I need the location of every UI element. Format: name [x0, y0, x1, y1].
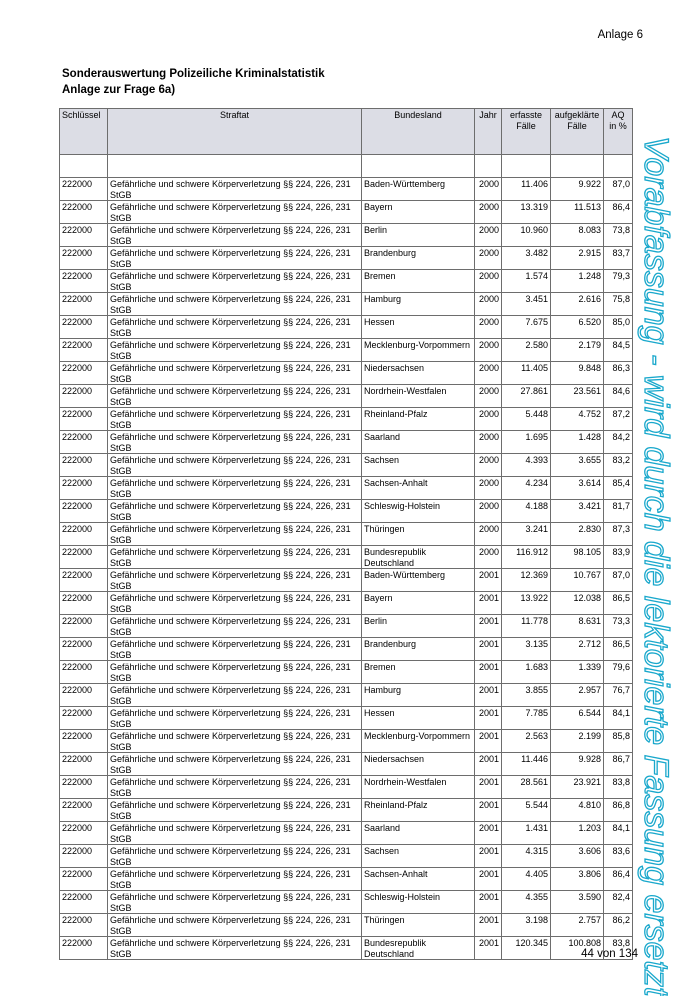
cell-solved: 11.513: [551, 201, 604, 224]
cell-offense: Gefährliche und schwere Körperverletzung §§ 224, 226, 231 StGB: [108, 523, 362, 546]
cell-key: 222000: [60, 293, 108, 316]
watermark-text: Vorabfassung - wird durch die lektorierte Fassung ersetzt: [637, 136, 675, 996]
cell-state: Rheinland-Pfalz: [362, 408, 475, 431]
cell-offense: Gefährliche und schwere Körperverletzung §§ 224, 226, 231 StGB: [108, 431, 362, 454]
cell-year: 2000: [475, 224, 502, 247]
table-row: [60, 362, 633, 385]
table-row: [60, 638, 633, 661]
table-row: [60, 316, 633, 339]
cell-rate: 83,2: [604, 454, 633, 477]
cell-recorded: 4.405: [502, 868, 551, 891]
cell-solved: 10.767: [551, 569, 604, 592]
cell-rate: 85,0: [604, 316, 633, 339]
cell-solved: 2.616: [551, 293, 604, 316]
cell-year: 2001: [475, 937, 502, 960]
table-row: [60, 385, 633, 408]
cell-key: 222000: [60, 707, 108, 730]
cell-state: Baden-Württemberg: [362, 569, 475, 592]
cell-rate: 84,1: [604, 822, 633, 845]
cell-key: 222000: [60, 776, 108, 799]
cell-key: 222000: [60, 247, 108, 270]
cell-recorded: 3.241: [502, 523, 551, 546]
cell-offense: Gefährliche und schwere Körperverletzung §§ 224, 226, 231 StGB: [108, 385, 362, 408]
cell-rate: 86,4: [604, 201, 633, 224]
cell-state: Saarland: [362, 431, 475, 454]
cell-state: Schleswig-Holstein: [362, 500, 475, 523]
cell-year: 2001: [475, 822, 502, 845]
cell-offense: Gefährliche und schwere Körperverletzung §§ 224, 226, 231 StGB: [108, 362, 362, 385]
cell-solved: 3.655: [551, 454, 604, 477]
cell-rate: 75,8: [604, 293, 633, 316]
cell-offense: Gefährliche und schwere Körperverletzung §§ 224, 226, 231 StGB: [108, 661, 362, 684]
cell-rate: 84,2: [604, 431, 633, 454]
cell-key: 222000: [60, 408, 108, 431]
table-row: [60, 661, 633, 684]
cell-recorded: 4.355: [502, 891, 551, 914]
cell-state: Hamburg: [362, 293, 475, 316]
cell-key: 222000: [60, 201, 108, 224]
table-row: [60, 822, 633, 845]
cell-rate: 83,8: [604, 776, 633, 799]
cell-state: Berlin: [362, 224, 475, 247]
cell-recorded: 3.855: [502, 684, 551, 707]
column-header: Bundesland: [362, 109, 475, 155]
cell-rate: 85,4: [604, 477, 633, 500]
cell-key: 222000: [60, 339, 108, 362]
table-row: [60, 270, 633, 293]
cell-solved: 8.083: [551, 224, 604, 247]
cell-solved: 2.915: [551, 247, 604, 270]
cell-recorded: 120.345: [502, 937, 551, 960]
cell-year: 2001: [475, 845, 502, 868]
cell-solved: 9.922: [551, 178, 604, 201]
cell-year: 2000: [475, 247, 502, 270]
cell-rate: 83,8: [604, 937, 633, 960]
cell-solved: 2.199: [551, 730, 604, 753]
cell-solved: 3.806: [551, 868, 604, 891]
cell-offense: Gefährliche und schwere Körperverletzung §§ 224, 226, 231 StGB: [108, 822, 362, 845]
cell-year: 2000: [475, 454, 502, 477]
column-header: Straftat: [108, 109, 362, 155]
table-header-row: [60, 109, 633, 155]
cell-year: 2001: [475, 615, 502, 638]
table-body: [60, 155, 633, 960]
cell-state: Baden-Württemberg: [362, 178, 475, 201]
cell-state: Bremen: [362, 661, 475, 684]
table-row: [60, 201, 633, 224]
cell-offense: Gefährliche und schwere Körperverletzung §§ 224, 226, 231 StGB: [108, 201, 362, 224]
cell-key: 222000: [60, 891, 108, 914]
cell-rate: 79,6: [604, 661, 633, 684]
cell-solved: 1.248: [551, 270, 604, 293]
cell-offense: Gefährliche und schwere Körperverletzung §§ 224, 226, 231 StGB: [108, 270, 362, 293]
cell-offense: Gefährliche und schwere Körperverletzung §§ 224, 226, 231 StGB: [108, 224, 362, 247]
cell-key: 222000: [60, 546, 108, 569]
cell-solved: 1.339: [551, 661, 604, 684]
cell-key: 222000: [60, 684, 108, 707]
cell-state: Hamburg: [362, 684, 475, 707]
cell-key: 222000: [60, 316, 108, 339]
cell-rate: 83,7: [604, 247, 633, 270]
cell-rate: 81,7: [604, 500, 633, 523]
cell-recorded: 3.451: [502, 293, 551, 316]
cell-offense: Gefährliche und schwere Körperverletzung §§ 224, 226, 231 StGB: [108, 408, 362, 431]
cell-year: 2000: [475, 339, 502, 362]
cell-rate: 83,9: [604, 546, 633, 569]
cell-year: 2000: [475, 178, 502, 201]
cell-recorded: 1.683: [502, 661, 551, 684]
cell-offense: Gefährliche und schwere Körperverletzung §§ 224, 226, 231 StGB: [108, 569, 362, 592]
table-row: [60, 454, 633, 477]
cell-recorded: 11.446: [502, 753, 551, 776]
cell-recorded: 1.431: [502, 822, 551, 845]
cell-offense: Gefährliche und schwere Körperverletzung §§ 224, 226, 231 StGB: [108, 247, 362, 270]
cell-recorded: 4.234: [502, 477, 551, 500]
cell-recorded: 5.448: [502, 408, 551, 431]
cell-offense: Gefährliche und schwere Körperverletzung §§ 224, 226, 231 StGB: [108, 615, 362, 638]
table-row: [60, 477, 633, 500]
cell-key: 222000: [60, 178, 108, 201]
cell-solved: 2.712: [551, 638, 604, 661]
cell-recorded: 13.319: [502, 201, 551, 224]
cell-year: 2000: [475, 500, 502, 523]
cell-state: Berlin: [362, 615, 475, 638]
cell-offense: Gefährliche und schwere Körperverletzung §§ 224, 226, 231 StGB: [108, 638, 362, 661]
cell-offense: Gefährliche und schwere Körperverletzung §§ 224, 226, 231 StGB: [108, 684, 362, 707]
cell-key: 222000: [60, 845, 108, 868]
cell-recorded: 7.675: [502, 316, 551, 339]
cell-year: 2001: [475, 868, 502, 891]
cell-recorded: 10.960: [502, 224, 551, 247]
cell-rate: 73,3: [604, 615, 633, 638]
cell-offense: Gefährliche und schwere Körperverletzung §§ 224, 226, 231 StGB: [108, 776, 362, 799]
cell-solved: 3.421: [551, 500, 604, 523]
table-row: [60, 592, 633, 615]
column-header: Jahr: [475, 109, 502, 155]
cell-key: 222000: [60, 523, 108, 546]
statistics-table: [59, 108, 633, 960]
cell-offense: Gefährliche und schwere Körperverletzung §§ 224, 226, 231 StGB: [108, 454, 362, 477]
cell-recorded: 5.544: [502, 799, 551, 822]
cell-recorded: 11.778: [502, 615, 551, 638]
cell-state: Mecklenburg-Vorpommern: [362, 339, 475, 362]
cell-recorded: 7.785: [502, 707, 551, 730]
cell-offense: Gefährliche und schwere Körperverletzung §§ 224, 226, 231 StGB: [108, 868, 362, 891]
cell-state: Niedersachsen: [362, 362, 475, 385]
cell-offense: Gefährliche und schwere Körperverletzung §§ 224, 226, 231 StGB: [108, 339, 362, 362]
cell-recorded: 4.188: [502, 500, 551, 523]
cell-year: 2001: [475, 661, 502, 684]
cell-key: 222000: [60, 753, 108, 776]
cell-state: Hessen: [362, 707, 475, 730]
cell-year: 2000: [475, 270, 502, 293]
cell-offense: Gefährliche und schwere Körperverletzung §§ 224, 226, 231 StGB: [108, 500, 362, 523]
table-row: [60, 684, 633, 707]
cell-key: 222000: [60, 477, 108, 500]
cell-offense: Gefährliche und schwere Körperverletzung §§ 224, 226, 231 StGB: [108, 707, 362, 730]
table-row: [60, 891, 633, 914]
cell-solved: 2.179: [551, 339, 604, 362]
table-row: [60, 615, 633, 638]
cell-rate: 86,5: [604, 592, 633, 615]
cell-recorded: 3.135: [502, 638, 551, 661]
cell-state: Mecklenburg-Vorpommern: [362, 730, 475, 753]
cell-solved: 23.921: [551, 776, 604, 799]
table-row: [60, 523, 633, 546]
cell-rate: 87,3: [604, 523, 633, 546]
table-row: [60, 431, 633, 454]
cell-year: 2000: [475, 316, 502, 339]
cell-year: 2001: [475, 776, 502, 799]
draft-watermark: [628, 136, 678, 996]
table-row: [60, 937, 633, 960]
cell-solved: 100.808: [551, 937, 604, 960]
cell-offense: Gefährliche und schwere Körperverletzung §§ 224, 226, 231 StGB: [108, 477, 362, 500]
cell-rate: 82,4: [604, 891, 633, 914]
cell-state: Sachsen-Anhalt: [362, 868, 475, 891]
cell-state: Nordrhein-Westfalen: [362, 776, 475, 799]
cell-year: 2000: [475, 293, 502, 316]
cell-rate: 86,3: [604, 362, 633, 385]
cell-recorded: 4.315: [502, 845, 551, 868]
table-row: [60, 178, 633, 201]
cell-recorded: 3.198: [502, 914, 551, 937]
cell-rate: 86,8: [604, 799, 633, 822]
cell-state: Niedersachsen: [362, 753, 475, 776]
cell-recorded: 28.561: [502, 776, 551, 799]
cell-rate: 86,2: [604, 914, 633, 937]
cell-recorded: 2.563: [502, 730, 551, 753]
cell-year: 2000: [475, 523, 502, 546]
table-row: [60, 845, 633, 868]
cell-year: 2001: [475, 914, 502, 937]
cell-solved: 3.590: [551, 891, 604, 914]
document-title: [62, 66, 325, 98]
cell-state: Brandenburg: [362, 638, 475, 661]
cell-state: Thüringen: [362, 523, 475, 546]
cell-offense: Gefährliche und schwere Körperverletzung §§ 224, 226, 231 StGB: [108, 937, 362, 960]
cell-year: 2001: [475, 684, 502, 707]
cell-solved: 2.757: [551, 914, 604, 937]
cell-offense: Gefährliche und schwere Körperverletzung §§ 224, 226, 231 StGB: [108, 546, 362, 569]
cell-rate: 87,0: [604, 569, 633, 592]
column-header: aufgeklärte Fälle: [551, 109, 604, 155]
cell-recorded: 27.861: [502, 385, 551, 408]
cell-recorded: 4.393: [502, 454, 551, 477]
cell-recorded: 11.405: [502, 362, 551, 385]
cell-solved: 8.631: [551, 615, 604, 638]
cell-offense: Gefährliche und schwere Körperverletzung §§ 224, 226, 231 StGB: [108, 799, 362, 822]
cell-recorded: 11.406: [502, 178, 551, 201]
cell-solved: 2.830: [551, 523, 604, 546]
header-spacer-row: [60, 155, 633, 178]
annex-label: Anlage 6: [597, 29, 643, 41]
cell-offense: Gefährliche und schwere Körperverletzung §§ 224, 226, 231 StGB: [108, 753, 362, 776]
cell-state: Sachsen: [362, 845, 475, 868]
cell-solved: 6.520: [551, 316, 604, 339]
cell-state: Bayern: [362, 592, 475, 615]
cell-rate: 87,2: [604, 408, 633, 431]
cell-recorded: 2.580: [502, 339, 551, 362]
cell-year: 2001: [475, 799, 502, 822]
cell-year: 2000: [475, 362, 502, 385]
cell-state: Hessen: [362, 316, 475, 339]
cell-offense: Gefährliche und schwere Körperverletzung §§ 224, 226, 231 StGB: [108, 845, 362, 868]
cell-solved: 4.752: [551, 408, 604, 431]
cell-year: 2000: [475, 546, 502, 569]
cell-key: 222000: [60, 569, 108, 592]
table-row: [60, 224, 633, 247]
cell-state: Thüringen: [362, 914, 475, 937]
cell-state: Bremen: [362, 270, 475, 293]
cell-rate: 73,8: [604, 224, 633, 247]
cell-state: Rheinland-Pfalz: [362, 799, 475, 822]
table-row: [60, 247, 633, 270]
cell-state: Saarland: [362, 822, 475, 845]
table-row: [60, 408, 633, 431]
title-line-1: Sonderauswertung Polizeiliche Kriminalstatistik: [62, 68, 325, 80]
cell-recorded: 1.695: [502, 431, 551, 454]
cell-year: 2000: [475, 477, 502, 500]
cell-state: Brandenburg: [362, 247, 475, 270]
cell-key: 222000: [60, 822, 108, 845]
cell-rate: 76,7: [604, 684, 633, 707]
cell-rate: 86,5: [604, 638, 633, 661]
cell-offense: Gefährliche und schwere Körperverletzung §§ 224, 226, 231 StGB: [108, 178, 362, 201]
cell-key: 222000: [60, 270, 108, 293]
cell-year: 2001: [475, 707, 502, 730]
cell-key: 222000: [60, 799, 108, 822]
cell-recorded: 116.912: [502, 546, 551, 569]
cell-solved: 3.614: [551, 477, 604, 500]
cell-key: 222000: [60, 638, 108, 661]
cell-rate: 86,4: [604, 868, 633, 891]
cell-key: 222000: [60, 868, 108, 891]
cell-key: 222000: [60, 914, 108, 937]
cell-year: 2000: [475, 408, 502, 431]
cell-solved: 9.848: [551, 362, 604, 385]
table-row: [60, 500, 633, 523]
cell-year: 2000: [475, 385, 502, 408]
cell-key: 222000: [60, 385, 108, 408]
cell-key: 222000: [60, 937, 108, 960]
cell-rate: 86,7: [604, 753, 633, 776]
cell-key: 222000: [60, 431, 108, 454]
cell-rate: 83,6: [604, 845, 633, 868]
column-header: erfasste Fälle: [502, 109, 551, 155]
cell-key: 222000: [60, 661, 108, 684]
cell-year: 2001: [475, 569, 502, 592]
cell-solved: 4.810: [551, 799, 604, 822]
cell-recorded: 12.369: [502, 569, 551, 592]
cell-solved: 98.105: [551, 546, 604, 569]
table-row: [60, 293, 633, 316]
cell-key: 222000: [60, 730, 108, 753]
cell-year: 2001: [475, 592, 502, 615]
cell-recorded: 3.482: [502, 247, 551, 270]
cell-year: 2000: [475, 201, 502, 224]
cell-rate: 79,3: [604, 270, 633, 293]
cell-offense: Gefährliche und schwere Körperverletzung §§ 224, 226, 231 StGB: [108, 891, 362, 914]
cell-offense: Gefährliche und schwere Körperverletzung §§ 224, 226, 231 StGB: [108, 293, 362, 316]
cell-rate: 87,0: [604, 178, 633, 201]
table-row: [60, 799, 633, 822]
cell-recorded: 1.574: [502, 270, 551, 293]
cell-state: Nordrhein-Westfalen: [362, 385, 475, 408]
page-number: 44 von 134: [581, 948, 638, 960]
table-row: [60, 569, 633, 592]
cell-state: Sachsen-Anhalt: [362, 477, 475, 500]
cell-solved: 9.928: [551, 753, 604, 776]
cell-key: 222000: [60, 592, 108, 615]
cell-rate: 84,6: [604, 385, 633, 408]
cell-offense: Gefährliche und schwere Körperverletzung §§ 224, 226, 231 StGB: [108, 730, 362, 753]
cell-solved: 3.606: [551, 845, 604, 868]
table-row: [60, 339, 633, 362]
cell-key: 222000: [60, 500, 108, 523]
cell-year: 2001: [475, 891, 502, 914]
title-line-2: Anlage zur Frage 6a): [62, 84, 176, 96]
cell-solved: 1.428: [551, 431, 604, 454]
cell-recorded: 13.922: [502, 592, 551, 615]
cell-year: 2001: [475, 730, 502, 753]
table-row: [60, 546, 633, 569]
cell-solved: 23.561: [551, 385, 604, 408]
cell-year: 2000: [475, 431, 502, 454]
cell-key: 222000: [60, 454, 108, 477]
cell-rate: 84,5: [604, 339, 633, 362]
cell-key: 222000: [60, 362, 108, 385]
cell-state: Bayern: [362, 201, 475, 224]
table-row: [60, 707, 633, 730]
cell-solved: 2.957: [551, 684, 604, 707]
table-row: [60, 914, 633, 937]
cell-rate: 84,1: [604, 707, 633, 730]
table-row: [60, 753, 633, 776]
cell-offense: Gefährliche und schwere Körperverletzung §§ 224, 226, 231 StGB: [108, 316, 362, 339]
cell-key: 222000: [60, 615, 108, 638]
cell-solved: 6.544: [551, 707, 604, 730]
cell-rate: 85,8: [604, 730, 633, 753]
cell-key: 222000: [60, 224, 108, 247]
cell-solved: 12.038: [551, 592, 604, 615]
cell-solved: 1.203: [551, 822, 604, 845]
table-row: [60, 730, 633, 753]
column-header: Schlüssel: [60, 109, 108, 155]
cell-year: 2001: [475, 753, 502, 776]
table-row: [60, 776, 633, 799]
column-header: AQ in %: [604, 109, 633, 155]
cell-state: Schleswig-Holstein: [362, 891, 475, 914]
cell-state: Bundesrepublik Deutschland: [362, 937, 475, 960]
cell-state: Bundesrepublik Deutschland: [362, 546, 475, 569]
cell-offense: Gefährliche und schwere Körperverletzung §§ 224, 226, 231 StGB: [108, 592, 362, 615]
cell-year: 2001: [475, 638, 502, 661]
cell-offense: Gefährliche und schwere Körperverletzung §§ 224, 226, 231 StGB: [108, 914, 362, 937]
cell-state: Sachsen: [362, 454, 475, 477]
table-row: [60, 868, 633, 891]
